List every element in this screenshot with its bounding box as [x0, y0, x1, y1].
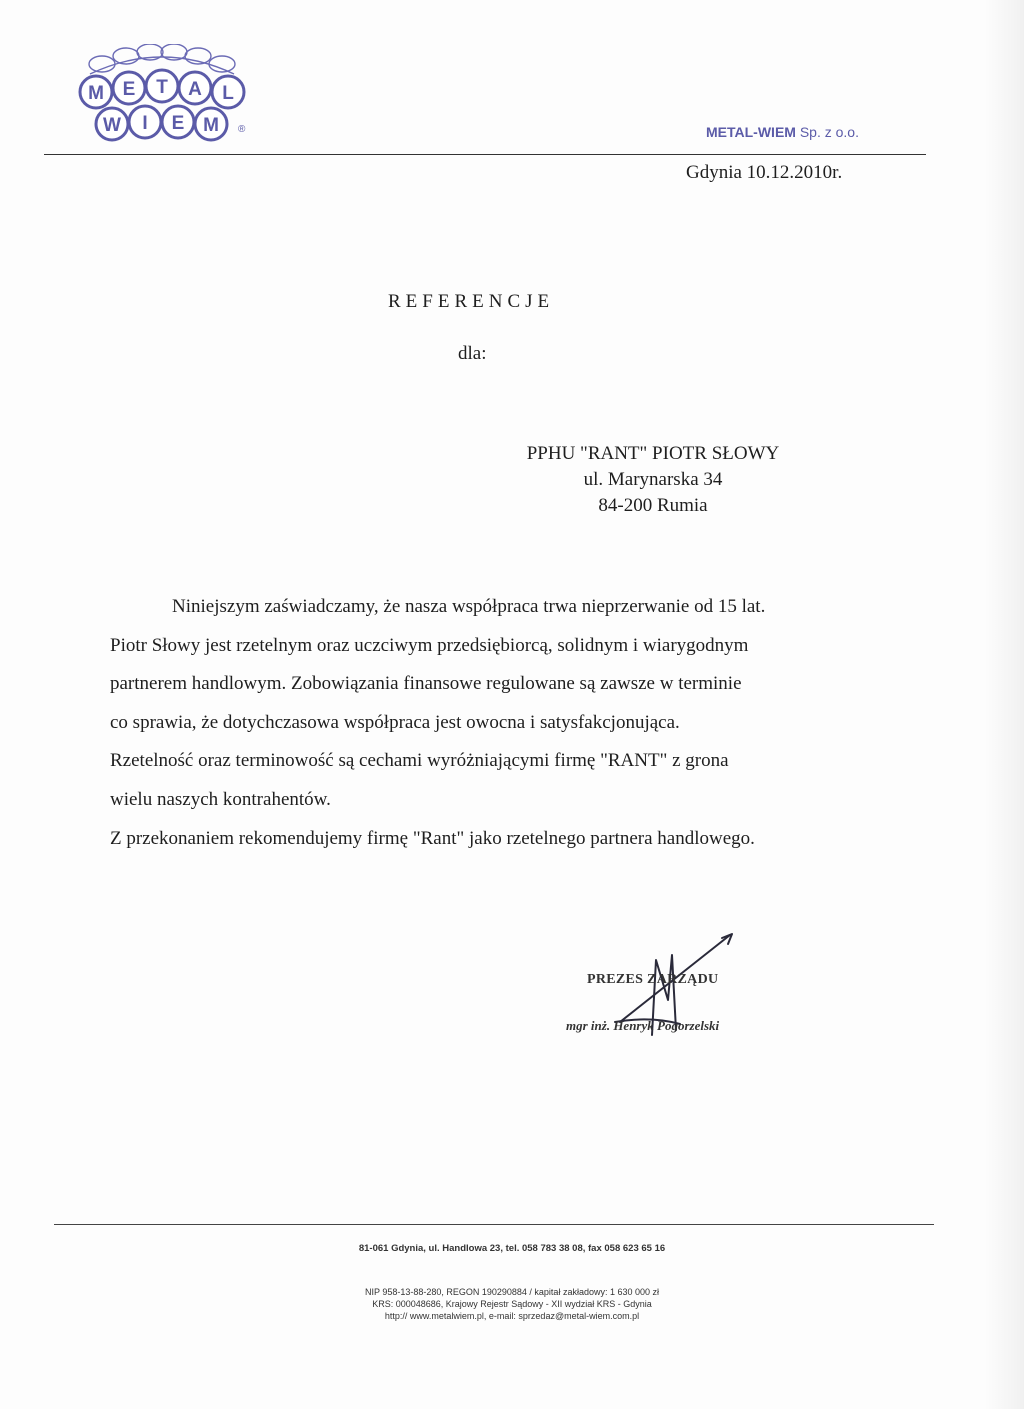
body-line: Z przekonaniem rekomendujemy firmę "Rant" jako rzetelnego partnera handlowego. — [110, 827, 755, 849]
footer-registration — [0, 1286, 1024, 1322]
footer-divider — [54, 1224, 934, 1225]
logo-letter-4: A — [188, 79, 202, 100]
header-divider — [44, 154, 926, 155]
logo-letter-8: E — [171, 113, 185, 134]
body-line: partnerem handlowym. Zobowiązania finansowe regulowane są zawsze w terminie — [110, 673, 742, 695]
logo-letter-7: I — [142, 113, 148, 134]
signatory-title: PREZES ZARZĄDU — [587, 972, 719, 987]
company-name-suffix: Sp. z o.o. — [795, 124, 859, 140]
footer-registration-line: KRS: 000048686, Krajowy Rejestr Sądowy - XII wydział KRS - Gdynia — [372, 1299, 652, 1309]
letter-body — [110, 588, 890, 858]
recipient-street: ul. Marynarska 34 — [583, 469, 723, 490]
body-line: Niniejszym zaświadczamy, że nasza współpraca trwa nieprzerwanie od 15 lat. — [172, 596, 766, 617]
footer-registration-line: http:// www.metalwiem.pl, e-mail: sprzedaz@metal-wiem.com.pl — [384, 1311, 640, 1321]
scan-edge-shadow — [984, 0, 1024, 1409]
logo-registered-mark: ® — [238, 124, 246, 135]
body-line: Piotr Słowy jest rzetelnym oraz uczciwym przedsiębiorcą, solidnym i wiarygodnym — [110, 634, 749, 656]
body-line: co sprawia, że dotychczasowa współpraca jest owocna i satysfakcjonująca. — [110, 711, 680, 733]
company-name — [706, 124, 859, 140]
body-line: Rzetelność oraz terminowość są cechami wyróżniającymi firmę "RANT" z grona — [110, 750, 729, 772]
for-label: dla: — [458, 343, 487, 364]
document-title: REFERENCJE — [388, 291, 555, 312]
signatory-name: mgr inż. Henryk Pogorzelski — [566, 1018, 720, 1033]
recipient-block — [498, 441, 808, 519]
company-logo — [72, 44, 252, 144]
logo-letter-9: M — [203, 115, 219, 136]
date-line: Gdynia 10.12.2010r. — [686, 162, 843, 183]
logo-letter-1: M — [88, 83, 104, 104]
logo-letter-5: L — [222, 83, 234, 104]
company-name-bold: METAL-WIEM — [706, 124, 796, 140]
logo-letter-2: E — [122, 79, 136, 100]
logo-letter-6: W — [103, 115, 121, 136]
logo-letter-3: T — [156, 77, 168, 98]
body-line: wielu naszych kontrahentów. — [110, 788, 331, 810]
recipient-name: PPHU "RANT" PIOTR SŁOWY — [526, 443, 780, 464]
footer-registration-line: NIP 958-13-88-280, REGON 190290884 / kapitał zakładowy: 1 630 000 zł — [364, 1287, 660, 1297]
footer-address: 81-061 Gdynia, ul. Handlowa 23, tel. 058 783 38 08, fax 058 623 65 16 — [358, 1243, 666, 1254]
recipient-city: 84-200 Rumia — [598, 495, 708, 516]
